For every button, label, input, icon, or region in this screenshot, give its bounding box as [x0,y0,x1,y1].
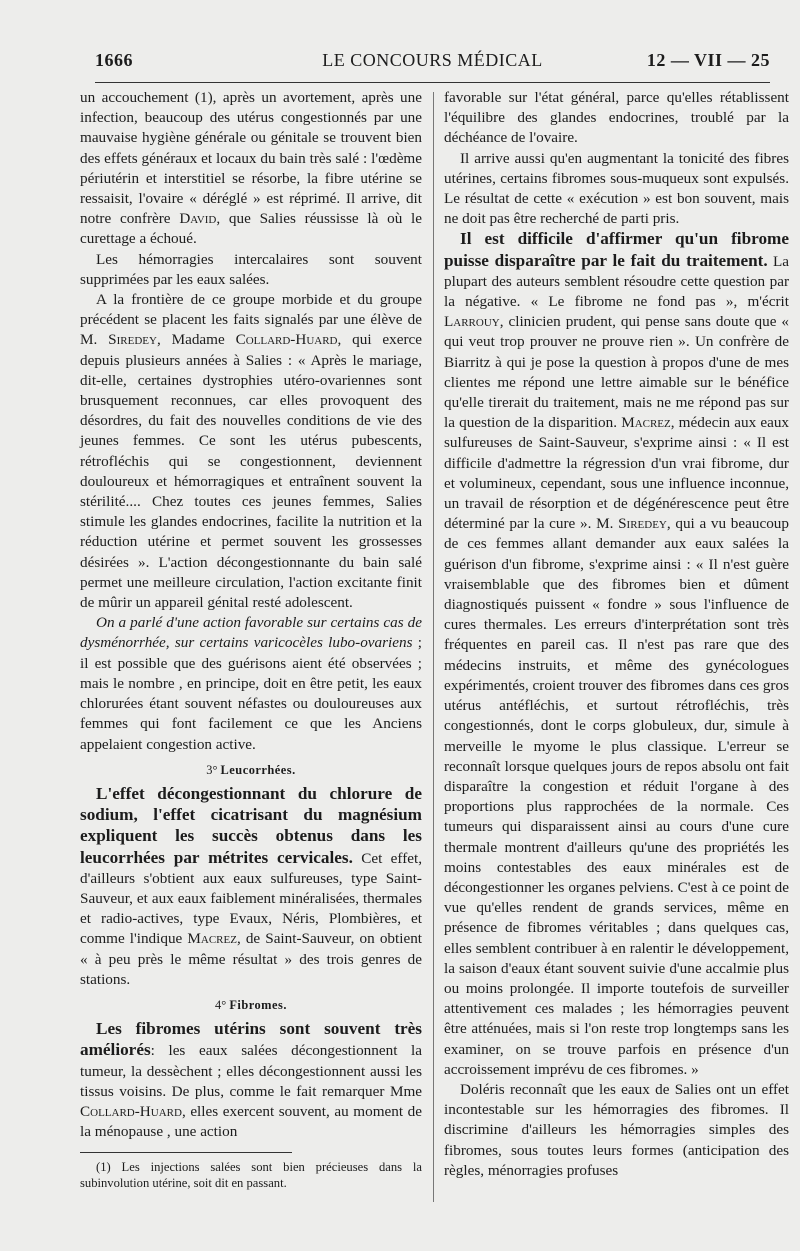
author-name: Collard-Huard [80,1102,182,1120]
left-column [80,88,422,1191]
paragraph: L'effet décongestionnant du chlorure de sodium, l'effet cicatrisant du magnésium expliquent les succès obtenus dans les leucorrhées par métrites cervicales. Cet effet, d'ailleurs s'obtient aux eaux sulfureuses, type Saint-Sauveur, et aux eaux faiblement minéralisées, thermales et radio-actives, type Evaux, Néris, Plombières, et comme l'indique Macrez, de Saint-Sauveur, on obtient « à peu près le même résultat » des trois genres de stations. [80,783,423,988]
lead-sentence: Il est difficile d'affirmer qu'un fibrome puisse disparaître par le fait du traitement. [444,229,789,270]
paragraph: A la frontière de ce groupe morbide et du groupe précédent se placent les faits signalés par une élève de M. Siredey, Madame Collard-Huard, qui exerce depuis plusieurs années à Salies : « Après le mariage, dit-elle, certaines dystrophies utéro-ovariennes sont brusquement reconnues, car elles provoquent des désordres, du fait des nouvelles conditions de vie des jeunes femmes. Ce sont les utérus pubescents, rétrofléchis qui se congestionnent, deviennent douloureux et hémorragiques et entraînent souvent la stérilité.... Chez toutes ces jeunes femmes, Salies stimule les glandes endocrines, facilite la nutrition et la réduction utérine et permet souvent les grossesses désirées ». L'action décongestionnante du bain salé permet une meilleure circulation, l'action excitante finit de mûrir un appareil génital resté adolescent. [80,291,423,612]
author-name: Siredey [618,515,667,533]
paragraph: Doléris reconnaît que les eaux de Salies ont un effet incontestable sur les hémorragies des fibromes. Il discrimine d'ailleurs les hémorragies simples des fibromes, sous toutes leurs formes (anticipation des règles, ménorragies profuses [444,1080,789,1179]
footnote: (1) Les injections salées sont bien précieuses dans la subinvolution utérine, soit dit en passant. [80,1160,422,1191]
author-name: David [179,210,217,228]
column-divider [433,92,434,1202]
author-name: Larrouy [444,313,500,331]
page-number: 1666 [95,50,133,70]
paragraph: Les hémorragies intercalaires sont souvent supprimées par les eaux salées. [80,250,422,288]
issue-date: 12 — VII — 25 [646,50,770,70]
paragraph: On a parlé d'une action favorable sur certains cas de dysménorrhée, sur certains varicocèles lubo-ovariens ; il est possible que des guérisons aient été observées ; mais le nombre , en principe, doit en être petit, les eaux chlorurées étant souvent néfastes ou douloureuses aux femmes qui font facilement ce que les Anciens appelaient congestion active. [80,614,423,753]
lead-sentence: Les fibromes utérins sont souvent très améliorés [80,1019,422,1060]
paragraph: un accouchement (1), après un avortement, après une infection, beaucoup des utérus congestionnés par une mauvaise hygiène générale ou génitale se trouvent bien des effets généraux et locaux du bain très salé : l'œdème périutérin et interstitiel se résorbe, la fibre utérine se ressaisit, l'ovaire « déréglé » est réprimé. Il arrive, dit notre confrère David, que Salies réussisse là où le curettage a échoué. [80,89,423,248]
author-name: Collard-Huard [235,331,338,349]
section-heading-leucorrhees: 3° Leucorrhées. [206,762,296,777]
section-heading-fibromes: 4° Fibromes. [215,997,287,1012]
paragraph: Il arrive aussi qu'en augmentant la tonicité des fibres utérines, certains fibromes sous-muqueux sont expulsés. Le résultat de cette « exécution » est bon souvent, mais ne doit pas être recherché de parti pris. [444,149,789,228]
footnote-rule [80,1152,292,1153]
paragraph: Il est difficile d'affirmer qu'un fibrome puisse disparaître par le fait du traitement. La plupart des auteurs semblent résoudre cette question par la négative. « Le fibrome ne fond pas », m'écrit Larrouy, clinicien prudent, qui pense sans doute que « qui veut trop prouver ne prouve rien ». Un confrère de Biarritz à qui je pose la question à propos d'une de mes clientes me répond une lettre aimable sur le bénéfice qu'elle tirerait du traitement, mais ne me répond pas sur la question de la disparition. Macrez, médecin aux eaux sulfureuses de Saint-Sauveur, s'exprime ainsi : « Il est difficile d'admettre la régression d'un vrai fibrome, dur et volumineux, cependant, sous une influence inconnue, un travail de résorption et de dégénérescence peut être déterminé par la cure ». M. Siredey, qui a vu beaucoup de ces femmes allant demander aux eaux salées la guérison d'un fibrome, s'exprime ainsi : « Il n'est guère vraisemblable que des fibromes bien et dûment diagnostiqués puissent « fondre » sous l'influence de cures thermales. Les erreurs d'interprétation sont très fréquentes en pareil cas. Il n'est pas rare que des médecins instruits, et même des gynécologues expérimentés, croient trouver des fibromes dans ces gros utérus antéfléchis, et surtout rétrofléchis, très congestionnés, dont le corps globuleux, dur, simule à merveille le myome le plus classique. L'erreur se reconnaît lorsque quelques jours de repos absolu ont fait disparaître la congestion et réduit l'organe à des proportions plus rapprochées de la normale. Ces tumeurs qui disparaissent ainsi au cours d'une cure thermale montrent d'ailleurs qu'une des propriétés les moins contestables des eaux minérales est de décongestionner les organes pelviens. C'est à ce point de vue qu'elles rendent de grands services, même en présence de fibromes véritables ; dans quelques cas, elles semblent contribuer à en ralentir le développement, la saison d'eaux étant souvent suivie d'une accalmie plus ou moins prolongée. Il importe toutefois de surveiller attentivement ces malades ; les hémorragies peuvent être atténuées, mais si l'on reste trop longtemps sans les examiner, on se trouve parfois en présence d'un accroissement imprévu de ces fibromes. » [444,229,790,1078]
author-name: Siredey [108,331,157,349]
paragraph: favorable sur l'état général, parce qu'elles rétablissent l'équilibre des glandes endocrines, troublé par la déchéance de l'ovaire. [444,89,789,147]
page-header [95,46,770,83]
lead-sentence: L'effet décongestionnant du chlorure de sodium, l'effet cicatrisant du magnésium expliquent les succès obtenus dans les leucorrhées par métrites cervicales. [80,783,422,867]
right-column [444,88,789,1181]
author-name: Macrez [187,930,237,948]
author-name: Macrez [621,414,671,432]
paragraph: Les fibromes utérins sont souvent très améliorés: les eaux salées décongestionnent la tumeur, la dessèchent ; elles décongestionnent aussi les tissus voisins. De plus, comme le fait remarquer Mme Collard-Huard, elles exercent souvent, au moment de la ménopause , une action [80,1019,422,1141]
journal-title: LE CONCOURS MÉDICAL [322,50,543,70]
